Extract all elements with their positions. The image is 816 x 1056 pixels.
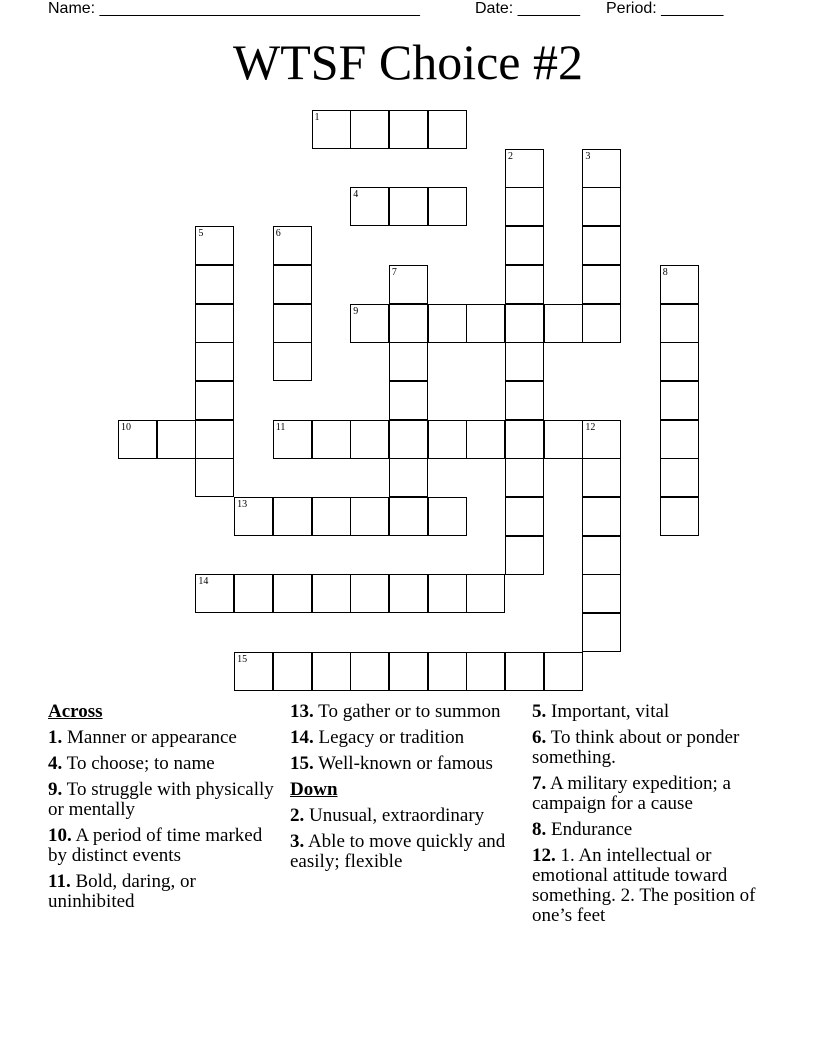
clue-text: To struggle with physically or mentally — [48, 779, 274, 820]
grid-cell[interactable] — [505, 458, 544, 497]
clue-text: Endurance — [551, 819, 633, 840]
grid-cell[interactable] — [660, 420, 699, 459]
grid-cell[interactable] — [505, 652, 544, 691]
grid-cell[interactable] — [350, 497, 389, 536]
grid-cell[interactable] — [350, 574, 389, 613]
grid-cell[interactable] — [273, 342, 312, 381]
clue-number: 1 — [314, 112, 320, 123]
clue-number: 11. — [48, 871, 71, 892]
clue-item — [532, 774, 777, 814]
grid-cell[interactable] — [582, 497, 621, 536]
grid-cell[interactable] — [660, 458, 699, 497]
clue-number: 11 — [275, 421, 286, 433]
grid-cell[interactable] — [389, 110, 428, 149]
grid-cell[interactable] — [428, 420, 467, 459]
grid-cell[interactable] — [582, 149, 621, 188]
grid-cell[interactable] — [466, 304, 505, 343]
grid-cell[interactable] — [505, 536, 544, 575]
clue-item — [48, 728, 280, 748]
grid-cell[interactable] — [582, 304, 621, 343]
grid-cell[interactable] — [350, 187, 389, 226]
grid-cell[interactable] — [505, 497, 544, 536]
clue-number: 6 — [275, 228, 281, 240]
grid-cell[interactable] — [234, 652, 273, 691]
grid-cell[interactable] — [234, 497, 273, 536]
grid-cell[interactable] — [660, 381, 699, 420]
grid-cell[interactable] — [505, 304, 544, 343]
grid-cell[interactable] — [273, 304, 312, 343]
grid-cell[interactable] — [273, 652, 312, 691]
clue-number: 14. — [290, 727, 314, 748]
clue-number: 15 — [237, 653, 248, 665]
clue-text: A military expedition; a campaign for a cause — [532, 773, 731, 814]
clue-number: 10. — [48, 825, 72, 846]
period-field[interactable]: Period: _______ — [606, 0, 724, 17]
clue-item — [290, 832, 522, 872]
grid-cell[interactable] — [582, 420, 621, 459]
grid-cell[interactable] — [660, 265, 699, 304]
grid-cell[interactable] — [660, 342, 699, 381]
grid-cell[interactable] — [582, 187, 621, 226]
grid-cell[interactable] — [312, 574, 351, 613]
clue-text: A period of time marked by distinct events — [48, 825, 263, 866]
across-heading: Across — [48, 701, 103, 722]
grid-cell[interactable] — [660, 497, 699, 536]
grid-cell[interactable] — [234, 574, 273, 613]
grid-cell[interactable] — [389, 265, 428, 304]
clue-text: 1. An intellectual or emotional attitude toward something. 2. The position of one’s feet — [532, 845, 756, 926]
grid-cell[interactable] — [428, 497, 467, 536]
clue-number: 7 — [391, 266, 397, 278]
clue-number: 3 — [585, 150, 591, 162]
clue-number: 14 — [198, 576, 209, 588]
clue-item — [532, 728, 777, 768]
down-heading: Down — [290, 779, 338, 800]
grid-cell[interactable] — [195, 342, 234, 381]
clue-number: 10 — [121, 421, 131, 433]
grid-cell[interactable] — [195, 381, 234, 420]
clue-item — [290, 806, 522, 826]
grid-cell[interactable] — [273, 574, 312, 613]
clue-text: Important, vital — [551, 701, 670, 722]
clues-column-3 — [532, 702, 777, 932]
grid-cell[interactable] — [544, 304, 583, 343]
clue-text: To gather or to summon — [318, 701, 501, 722]
clue-text: Able to move quickly and easily; flexible — [290, 831, 506, 872]
grid-cell[interactable] — [389, 187, 428, 226]
grid-cell[interactable] — [312, 652, 351, 691]
clue-text: Well-known or famous — [318, 753, 493, 774]
clue-number: 15. — [290, 753, 314, 774]
grid-cell[interactable] — [544, 652, 583, 691]
clues-column-1 — [48, 702, 280, 918]
grid-cell[interactable] — [273, 265, 312, 304]
clue-item — [532, 846, 777, 926]
clue-number: 9. — [48, 779, 63, 800]
clue-number: 2 — [508, 150, 513, 162]
grid-cell[interactable] — [582, 536, 621, 575]
grid-cell[interactable] — [273, 420, 312, 459]
clue-number: 12. — [532, 845, 556, 866]
clue-number: 5. — [532, 701, 547, 722]
grid-cell[interactable] — [428, 110, 467, 149]
clues-column-2 — [290, 702, 522, 878]
grid-cell[interactable] — [195, 304, 234, 343]
page-title: WTSF Choice #2 — [233, 34, 583, 90]
grid-cell[interactable] — [389, 574, 428, 613]
grid-cell[interactable] — [582, 574, 621, 613]
name-field[interactable]: Name: ____________________________________ — [48, 0, 420, 17]
grid-cell[interactable] — [195, 574, 234, 613]
grid-cell[interactable] — [582, 265, 621, 304]
grid-cell[interactable] — [350, 110, 389, 149]
grid-cell[interactable] — [428, 652, 467, 691]
clue-item — [290, 728, 522, 748]
grid-cell[interactable] — [389, 652, 428, 691]
clue-number: 7. — [532, 773, 547, 794]
grid-cell[interactable] — [350, 652, 389, 691]
clue-item — [48, 872, 280, 912]
grid-cell[interactable] — [660, 304, 699, 343]
grid-cell[interactable] — [195, 226, 234, 265]
clue-item — [532, 702, 777, 722]
grid-cell[interactable] — [195, 265, 234, 304]
grid-cell[interactable] — [505, 265, 544, 304]
clue-number: 9 — [353, 305, 359, 317]
grid-cell[interactable] — [350, 420, 389, 459]
clue-text: Legacy or tradition — [318, 727, 465, 748]
clue-number: 4. — [48, 753, 63, 774]
clue-item — [290, 702, 522, 722]
grid-cell[interactable] — [118, 420, 157, 459]
clue-number: 6. — [532, 727, 547, 748]
clue-item — [290, 754, 522, 774]
grid-cell[interactable] — [505, 226, 544, 265]
grid-cell[interactable] — [389, 381, 428, 420]
clue-number: 3. — [290, 831, 305, 852]
grid-cell[interactable] — [389, 458, 428, 497]
grid-cell[interactable] — [466, 652, 505, 691]
grid-cell[interactable] — [505, 187, 544, 226]
grid-cell[interactable] — [505, 381, 544, 420]
clue-number: 5 — [198, 228, 204, 240]
clue-item — [532, 820, 777, 840]
clue-text: To think about or ponder something. — [532, 727, 740, 768]
grid-cell[interactable] — [312, 110, 351, 149]
clue-number: 8 — [662, 266, 668, 278]
clue-item — [48, 754, 280, 774]
clue-number: 13. — [290, 701, 314, 722]
grid-cell[interactable] — [389, 342, 428, 381]
date-field[interactable]: Date: _______ — [475, 0, 580, 17]
grid-cell[interactable] — [582, 458, 621, 497]
grid-cell[interactable] — [350, 304, 389, 343]
grid-cell[interactable] — [428, 304, 467, 343]
clue-number: 12 — [585, 421, 596, 433]
grid-cell[interactable] — [505, 420, 544, 459]
grid-cell[interactable] — [466, 420, 505, 459]
grid-cell[interactable] — [466, 574, 505, 613]
grid-cell[interactable] — [428, 574, 467, 613]
clue-text: Unusual, extraordinary — [309, 805, 485, 826]
clue-number: 4 — [353, 189, 359, 201]
grid-cell[interactable] — [505, 149, 544, 188]
grid-cell[interactable] — [582, 613, 621, 652]
grid-cell[interactable] — [428, 187, 467, 226]
grid-cell[interactable] — [312, 420, 351, 459]
clue-text: Manner or appearance — [67, 727, 237, 748]
clue-item — [48, 780, 280, 820]
clue-number: 13 — [237, 499, 248, 510]
grid-cell[interactable] — [544, 420, 583, 459]
grid-cell[interactable] — [389, 420, 428, 459]
clue-number: 2. — [290, 805, 305, 826]
grid-cell[interactable] — [195, 420, 234, 459]
grid-cell[interactable] — [505, 342, 544, 381]
grid-cell[interactable] — [273, 497, 312, 536]
grid-cell[interactable] — [389, 497, 428, 536]
clue-text: To choose; to name — [66, 753, 215, 774]
grid-cell[interactable] — [273, 226, 312, 265]
grid-cell[interactable] — [312, 497, 351, 536]
grid-cell[interactable] — [389, 304, 428, 343]
clue-number: 1. — [48, 727, 63, 748]
clue-item — [48, 826, 280, 866]
clue-text: Bold, daring, or uninhibited — [48, 871, 196, 912]
clue-number: 8. — [532, 819, 547, 840]
grid-cell[interactable] — [582, 226, 621, 265]
grid-cell[interactable] — [195, 458, 234, 497]
grid-cell[interactable] — [157, 420, 196, 459]
